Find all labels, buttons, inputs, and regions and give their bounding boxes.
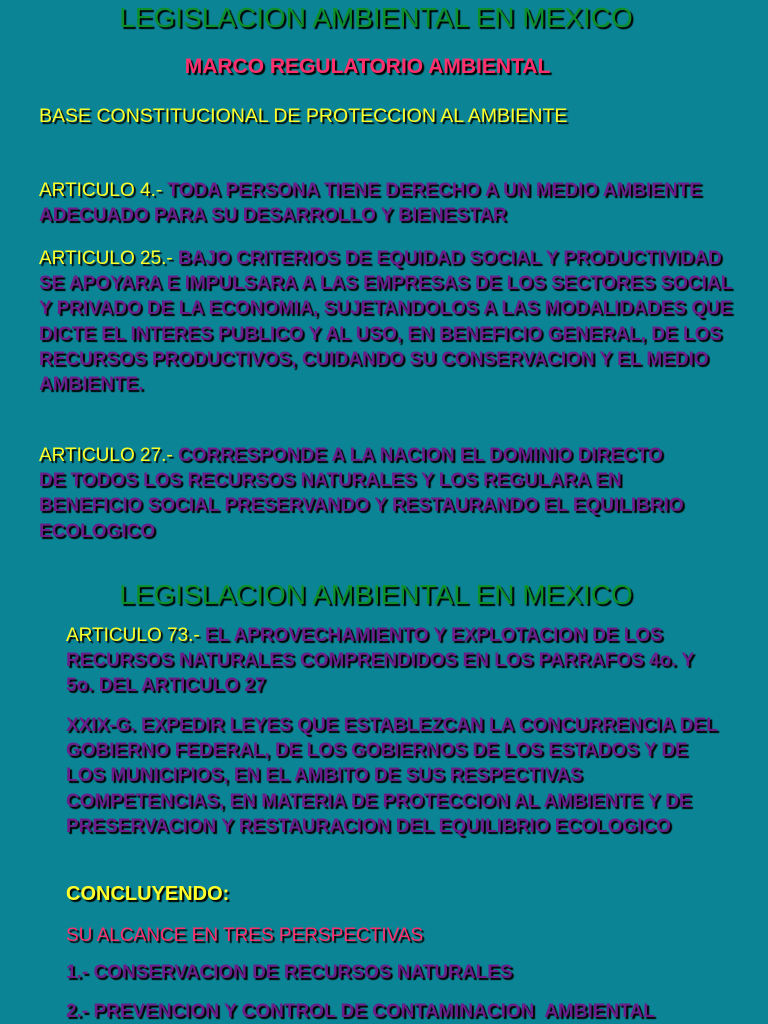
slide1-subtitle: MARCO REGULATORIO AMBIENTAL — [184, 55, 551, 78]
article-4-label: ARTICULO 4.- — [39, 180, 168, 201]
article-27-text: CORRESPONDE A LA NACION EL DOMINIO DIRECTO DE TODOS LOS RECURSOS NATURALES Y LOS REGULARA EN BENEFICIO SOCIAL PRESERVANDO Y RESTAURANDO EL EQUILIBRIO ECOLOGICO — [39, 445, 684, 542]
concluding-heading: CONCLUYENDO: — [66, 883, 230, 905]
article-27-label: ARTICULO 27.- — [39, 445, 179, 466]
point-2: 2.- PREVENCION Y CONTROL DE CONTAMINACION AMBIENTAL — [66, 1001, 655, 1022]
slide1-title: LEGISLACION AMBIENTAL EN MEXICO — [119, 2, 633, 33]
section-heading: BASE CONSTITUCIONAL DE PROTECCION AL AMBIENTE — [39, 105, 568, 127]
article-25-text: BAJO CRITERIOS DE EQUIDAD SOCIAL Y PRODUCTIVIDAD SE APOYARA E IMPULSARA A LAS EMPRESAS DE LOS SECTORES SOCIAL Y PRIVADO DE LA ECONOMIA, SUJETANDOLOS A LAS MODALIDADES QUE DICTE EL INTERES PUBLICO Y AL USO, EN BENEFICIO GENERAL, DE LOS RECURSOS PRODUCTIVOS, CUIDANDO SU CONSERVACION Y EL MEDIO AMBIENTE. — [39, 248, 733, 396]
point-1: 1.- CONSERVACION DE RECURSOS NATURALES — [66, 962, 513, 983]
article-73 — [66, 623, 726, 699]
article-73-text: EL APROVECHAMIENTO Y EXPLOTACION DE LOS RECURSOS NATURALES COMPRENDIDOS EN LOS PARRAFOS 4o. Y 5o. DEL ARTICULO 27 — [66, 625, 694, 697]
article-73-label: ARTICULO 73.- — [66, 625, 206, 646]
scope-heading: SU ALCANCE EN TRES PERSPECTIVAS — [66, 925, 424, 946]
article-4-text: TODA PERSONA TIENE DERECHO A UN MEDIO AMBIENTE ADECUADO PARA SU DESARROLLO Y BIENESTAR — [39, 180, 702, 227]
slide2-title: LEGISLACION AMBIENTAL EN MEXICO — [119, 579, 633, 610]
article-27 — [39, 443, 689, 544]
article-25 — [39, 246, 739, 397]
article-25-label: ARTICULO 25.- — [39, 248, 179, 269]
fraction-xxix-g: XXIX-G. EXPEDIR LEYES QUE ESTABLEZCAN LA CONCURRENCIA DEL GOBIERNO FEDERAL, DE LOS GOBIERNOS DE LOS ESTADOS Y DE LOS MUNICIPIOS, EN EL AMBITO DE SUS RESPECTIVAS COMPETENCIAS, EN MATERIA DE PROTECCION AL AMBIENTE Y DE PRESERVACION Y RESTAURACION DEL EQUILIBRIO ECOLOGICO — [66, 715, 718, 837]
article-4 — [39, 178, 739, 228]
